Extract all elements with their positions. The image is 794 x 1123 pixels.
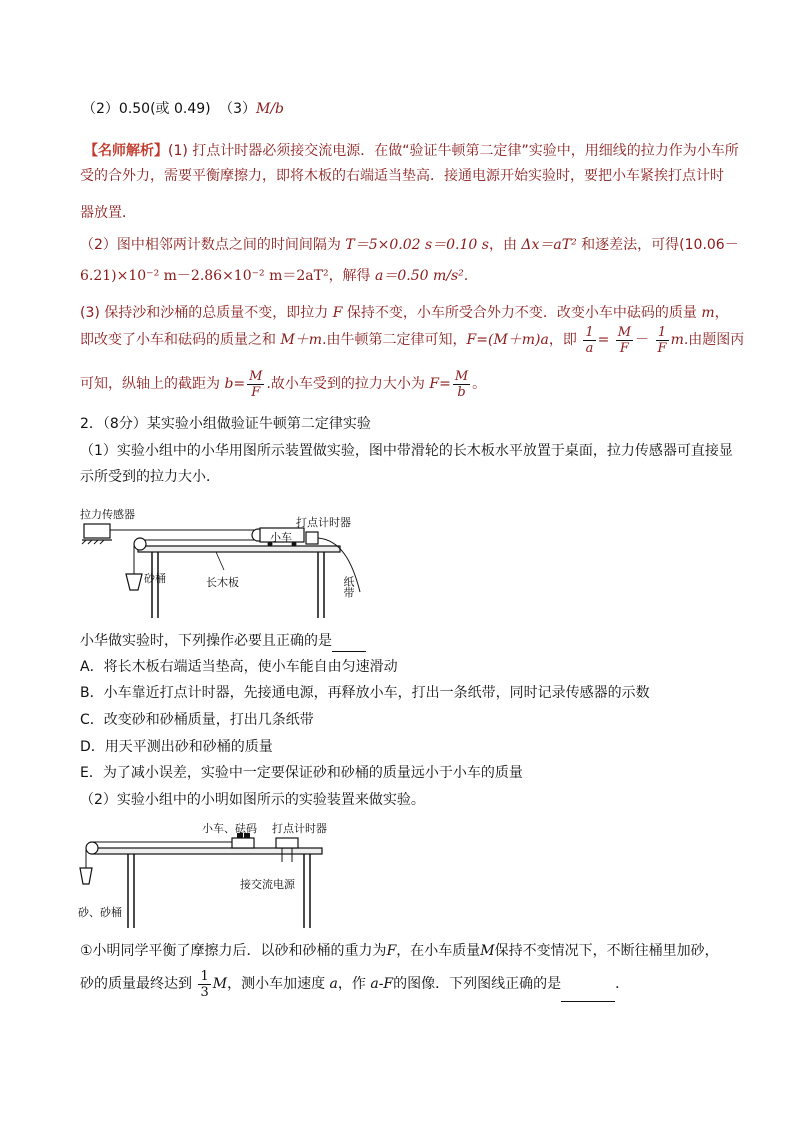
p2-l1-a: （2）图中相邻两计数点之间的时间间隔为 xyxy=(80,237,341,253)
analysis-p1-line2: 受的合外力，需要平衡摩擦力，即将木板的右端适当垫高．接通电源开始实验时，要把小车紧挨打点计时 xyxy=(80,168,724,184)
question2-part2: （2）实验小组中的小明如图所示的实验装置来做实验。 xyxy=(80,792,425,808)
label-power: 接交流电源 xyxy=(240,878,295,891)
p2-l1-b: T＝5×0.02 s＝0.10 s xyxy=(345,237,489,253)
timer-shape xyxy=(306,532,318,544)
frac-1-over-F xyxy=(656,325,669,356)
answer-blank-1[interactable] xyxy=(332,635,366,652)
p2-l2-a: 6.21)×10⁻² m－2.86×10⁻² m＝2aT² xyxy=(80,268,329,284)
frac-den: a xyxy=(585,340,594,356)
answer-part3-value: M/b xyxy=(256,101,285,117)
frac-den: F xyxy=(657,340,667,356)
sub1-l2-M: M xyxy=(212,976,228,992)
sub1-l2-end: ． xyxy=(615,976,630,992)
label-tape: 纸带 xyxy=(342,576,355,598)
frac-num: 1 xyxy=(585,324,594,340)
option-c[interactable]: C．改变砂和砂桶质量，打出几条纸带 xyxy=(80,712,314,728)
frac-num: M xyxy=(454,368,469,384)
question2-part1-line1: （1）实验小组中的小华用图所示装置做实验，图中带滑轮的长木板水平放置于桌面，拉力传感器可直接显 xyxy=(80,443,733,459)
answer-part2: （2）0.50(或 0.49) xyxy=(82,101,211,117)
frac-den: F xyxy=(251,384,261,400)
p3-l3-a: 可知，纵轴上的截距为 xyxy=(80,376,220,392)
label-cart: 小车 xyxy=(270,531,292,544)
label-timer-fig2: 打点计时器 xyxy=(272,822,327,835)
p3-l3-d: F= xyxy=(429,376,451,392)
label-force-sensor: 拉力传感器 xyxy=(80,508,135,521)
frac-1-over-a xyxy=(583,325,595,356)
frac-num: 1 xyxy=(656,325,669,341)
long-board xyxy=(138,546,340,552)
frac-den: F xyxy=(619,340,629,356)
analysis-p1-l1-text: (1) 打点计时器必须接交流电源．在做“验证牛顿第二定律”实验中，用细线的拉力作为小车所 xyxy=(168,143,739,159)
p3-l2-a: 即改变了小车和砝码的质量之和 xyxy=(80,332,276,348)
p3-l1-e: ， xyxy=(714,305,729,321)
p3-l2-minus: － xyxy=(635,332,650,348)
p3-l1-b: F xyxy=(332,305,343,321)
label-timer-fig1: 打点计时器 xyxy=(296,516,351,529)
figure-2-apparatus xyxy=(78,818,328,930)
answer-blank-2[interactable] xyxy=(561,985,615,1002)
option-e[interactable]: E．为了减小误差，实验中一定要保证砂和砂桶的质量远小于小车的质量 xyxy=(80,765,523,781)
frac-num: M xyxy=(249,368,263,384)
question2-heading: 2．（8分）某实验小组做验证牛顿第二定律实验 xyxy=(80,416,371,432)
sub1-l1-a: ①小明同学平衡了摩擦力后．以砂和砂桶的重力为 xyxy=(80,943,387,959)
label-board: 长木板 xyxy=(206,576,239,589)
p3-l1-d: m xyxy=(701,305,715,321)
sub1-l1-e: 保持不变情况下，不断往桶里加砂， xyxy=(494,943,719,959)
sand-bucket-shape xyxy=(126,574,142,590)
figure-1-apparatus xyxy=(78,500,368,620)
timer-fig2 xyxy=(276,838,298,848)
sub1-l2-c: a xyxy=(329,976,338,992)
answer-part3-prefix: （3） xyxy=(219,101,256,117)
p3-l2-b: M＋m xyxy=(280,332,323,348)
analysis-p2-line2 xyxy=(80,265,468,287)
p3-l2-m: m xyxy=(670,332,684,348)
bucket-fig2 xyxy=(80,868,92,884)
p2-l1-c: ，由 xyxy=(488,237,517,253)
prompt-text: 小华做实验时，下列操作必要且正确的是 xyxy=(80,633,332,649)
sub1-l1-c: ，在小车质量 xyxy=(396,943,481,959)
frac-M-over-b xyxy=(453,369,470,400)
answer-line xyxy=(82,98,284,120)
label-cart-weights: 小车、砝码 xyxy=(202,822,257,835)
force-sensor-shape xyxy=(84,524,110,538)
analysis-p3-line2 xyxy=(80,322,744,358)
frac-num: 1 xyxy=(200,968,209,984)
option-b[interactable]: B．小车靠近打点计时器，先接通电源，再释放小车，打出一条纸带，同时记录传感器的示数 xyxy=(80,685,650,701)
sub1-l2-a: 砂的质量最终达到 xyxy=(80,976,192,992)
p3-l3-b: b= xyxy=(224,376,246,392)
sub1-l2-f: 的图像．下列图线正确的是 xyxy=(393,976,562,992)
p3-l1-a: (3) 保持沙和沙桶的总质量不变，即拉力 xyxy=(80,305,329,321)
p3-l1-c: 保持不变，小车所受合外力不变．改变小车中砝码的质量 xyxy=(346,305,697,321)
frac-M-over-F-2 xyxy=(247,369,264,400)
p3-l2-c: .由牛顿第二定律可知， xyxy=(322,332,467,348)
frac-num: M xyxy=(617,324,632,340)
sub1-line2 xyxy=(80,966,629,1002)
sub1-line1 xyxy=(80,940,719,962)
analysis-p1-line1 xyxy=(84,140,739,162)
frac-den: b xyxy=(457,384,466,400)
sub1-l1-d: M xyxy=(480,943,495,959)
sub1-l2-e: a-F xyxy=(370,976,394,992)
frac-den: 3 xyxy=(200,984,209,1000)
question2-prompt xyxy=(80,630,366,652)
analysis-tag: 【名师解析】 xyxy=(84,143,168,159)
analysis-p3-line3 xyxy=(80,366,486,402)
sub1-l2-b: ，测小车加速度 xyxy=(227,976,326,992)
frac-one-third xyxy=(198,969,210,1000)
analysis-p3-line1 xyxy=(80,302,729,324)
question2-part1-line2: 示所受到的拉力大小． xyxy=(80,469,220,485)
analysis-p2-line1 xyxy=(80,234,739,256)
label-bucket-fig2: 砂、砂桶 xyxy=(78,906,122,919)
p2-l2-b: ，解得 xyxy=(328,268,371,284)
p2-l2-c: a＝0.50 m/s². xyxy=(375,268,469,284)
p2-l1-e: 和逐差法，可得(10.06－ xyxy=(581,237,739,253)
p3-l3-c: .故小车受到的拉力大小为 xyxy=(266,376,425,392)
p3-l3-e: 。 xyxy=(472,376,487,392)
analysis-p1-line3: 器放置． xyxy=(80,205,136,221)
sub1-l1-b: F xyxy=(386,943,397,959)
table-pulley xyxy=(134,538,146,550)
p2-l1-d: Δx＝aT² xyxy=(521,237,577,253)
board-fig2 xyxy=(92,848,322,854)
p3-l2-eq: = xyxy=(597,332,610,348)
p3-l2-g: .由题图丙 xyxy=(683,332,745,348)
p3-l2-d: F=(M＋m)a xyxy=(466,332,549,348)
cart-fig2 xyxy=(232,838,254,848)
option-d[interactable]: D．用天平测出砂和砂桶的质量 xyxy=(80,739,273,755)
p3-l2-e: ，即 xyxy=(548,332,577,348)
label-bucket: 砂桶 xyxy=(144,572,166,585)
option-a[interactable]: A．将长木板右端适当垫高，使小车能自由匀速滑动 xyxy=(80,659,398,675)
frac-M-over-F xyxy=(616,325,633,356)
pulley-fig2 xyxy=(86,842,98,854)
sub1-l2-d: ，作 xyxy=(337,976,366,992)
